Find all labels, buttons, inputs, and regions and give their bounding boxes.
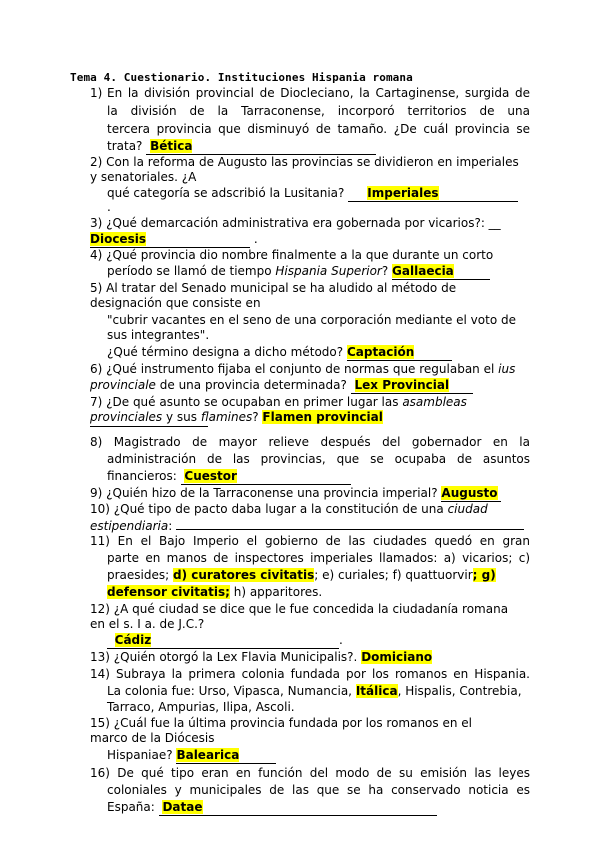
q10-italic2: estipendiaria [90,519,169,533]
q12-line3 [107,633,343,649]
q16-answer: Datae [162,800,203,814]
q2-end: . [107,200,111,214]
q13-label: 13) ¿Quién otorgó la Lex Flavia Municipalis?. [90,650,358,664]
q15-answer: Balearica [176,748,240,762]
q9-label: 9) ¿Quién hizo de la Tarraconense una provincia imperial? [90,486,438,500]
q11-line1: 11) En el Bajo Imperio el gobierno de las ciudades quedó en gran [90,534,530,548]
q1-line2: la división de la Tarraconense, incorporó territorios de una [107,104,530,118]
q7-answer: Flamen provincial [262,410,383,424]
q8-line2: administración de las provincias, que se ocupaba de asuntos [107,452,530,466]
q3-line1: 3) ¿Qué demarcación administrativa era gobernada por vicarios?: __ [90,216,501,230]
q11-text1: praesides; [107,568,170,582]
q12-end: . [339,633,343,647]
q1-number: 1) [90,86,103,100]
q10-italic: ciudad [447,502,488,516]
q9-answer: Augusto [441,486,498,500]
q2-label: qué categoría se adscribió la Lusitania? [107,186,345,200]
q5-line5 [107,345,452,361]
q14-line3: Tarraco, Ampurias, Ilipa, Ascoli. [107,700,295,714]
q10-colon: : [168,519,173,533]
q2-answer: Imperiales [367,186,439,200]
q6-line2 [90,378,473,394]
q11-line2: parte en manos de inspectores imperiales llamados: a) vicarios; c) [107,551,530,565]
q6-text: 6) ¿Qué instrumento fijaba el conjunto de normas que regulaban el [90,362,499,376]
q14-text2: , Hispalis, Contrebia, [397,684,522,698]
q4-text: período se llamó de tiempo [107,264,276,278]
q2-answer-field [348,186,518,202]
q5-line4: sus integrantes". [107,328,210,342]
q7-text: 7) ¿De qué asunto se ocupaban en primer lugar las [90,395,403,409]
q11-answer-d: d) curatores civitatis [173,568,315,582]
q13-line1 [90,650,432,665]
q7-italic3: flamines [200,410,253,424]
q7-line1 [90,395,467,410]
q10-text: 10) ¿Qué tipo de pacto daba lugar a la constitución de una [90,502,448,516]
q2-line3 [107,186,518,202]
q16-line2: coloniales y municipales de las que se ha conservado noticia es [107,783,530,797]
q1-label: trata? [107,139,143,153]
q4-italic: Hispania Superior [275,264,382,278]
q16-label: España: [107,800,155,814]
q8-line3 [107,469,351,485]
q2-line2: y senatoriales. ¿A [90,170,197,184]
q6-italic: ius [498,362,516,376]
q5-line2: designación que consiste en [90,296,261,310]
q3-answer: Diocesis [90,232,146,246]
q3-end: . [253,232,258,246]
q4-line2 [107,264,490,280]
q5-line3: "cubrir vacantes en el seno de una corporación mediante el voto de [107,313,516,327]
q10-answer-field [176,517,524,530]
q8-answer: Cuestor [184,469,237,483]
q14-answer: Itálica [355,684,398,698]
q6-answer: Lex Provincial [354,378,450,392]
q4-answer: Gallaecia [392,264,454,278]
q11-answer-g: ; g) [472,568,496,582]
q6-italic2: provinciale [90,378,156,392]
q12-line2: en el s. I a. de J.C.? [90,617,205,631]
q4-answer-field [392,264,490,280]
document-title: Tema 4. Cuestionario. Instituciones Hispania romana [70,71,413,84]
q1-answer-field [146,139,376,155]
q3-answer-field [90,232,250,248]
q6-text2: de una provincia determinada? [155,378,347,392]
q8-line1: 8) Magistrado de mayor relieve después del gobernador en la [90,435,530,449]
q15-line2: marco de la Diócesis [90,731,215,745]
q7-text2: y sus [162,410,201,424]
q5-answer-field [347,345,452,361]
q1-line1: En la división provincial de Diocleciano, la Cartaginense, surgida de [107,86,530,100]
q12-answer-field [107,633,339,649]
q7-mark: ? [252,410,263,424]
q15-line1: 15) ¿Cuál fue la última provincia fundada por los romanos en el [90,716,472,730]
q11-line3 [107,568,496,583]
q8-answer-field [181,469,351,485]
q11-text2: ; e) curiales; f) quattuorvir [314,568,473,582]
q1-answer: Bética [150,139,193,153]
q16-line1: 16) De qué tipo eran en función del modo de su emisión las leyes [90,766,530,780]
q11-text3: h) apparitores. [229,585,323,599]
q12-answer: Cádiz [114,633,152,647]
q5-line1: 5) Al tratar del Senado municipal se ha aludido al método de [90,281,457,295]
q8-label: financieros: [107,469,177,483]
q10-line2 [90,517,524,534]
q7-answer-line [90,426,208,427]
q5-label: ¿Qué término designa a dicho método? [107,345,344,359]
q11-line4 [107,585,322,600]
q1-line3: tercera provincia que disminuyó de tamaño. ¿De cuál provincia se [107,122,530,136]
q4-mark: ? [381,264,393,278]
q11-answer-g2: defensor civitatis; [107,585,230,599]
q14-line2 [107,684,522,699]
q4-line1: 4) ¿Qué provincia dio nombre finalmente a la que durante un corto [90,248,494,262]
q9-answer-field [441,486,501,502]
q15-label: Hispaniae? [107,748,173,762]
q3-line2 [90,232,258,248]
q9-line1 [90,486,501,502]
q7-italic: asambleas [402,395,467,409]
q13-answer: Domiciano [361,650,433,664]
q14-line1: 14) Subraya la primera colonia fundada por los romanos en Hispania. [90,667,530,681]
q7-italic2: provinciales [90,410,163,424]
q6-line1 [90,362,515,377]
q7-line2 [90,410,383,425]
q16-answer-field [159,800,437,816]
q15-answer-field [176,748,276,764]
q6-answer-field [351,378,473,394]
q15-line3 [107,748,276,764]
q16-line3 [107,800,437,816]
q2-line1: 2) Con la reforma de Augusto las provincias se dividieron en imperiales [90,155,519,169]
q10-line1 [90,502,488,517]
q1-line4 [107,139,376,155]
q14-text1: La colonia fue: Urso, Vipasca, Numancia, [107,684,356,698]
q5-answer: Captación [346,345,415,359]
q12-line1: 12) ¿A qué ciudad se dice que le fue concedida la ciudadanía romana [90,602,509,616]
